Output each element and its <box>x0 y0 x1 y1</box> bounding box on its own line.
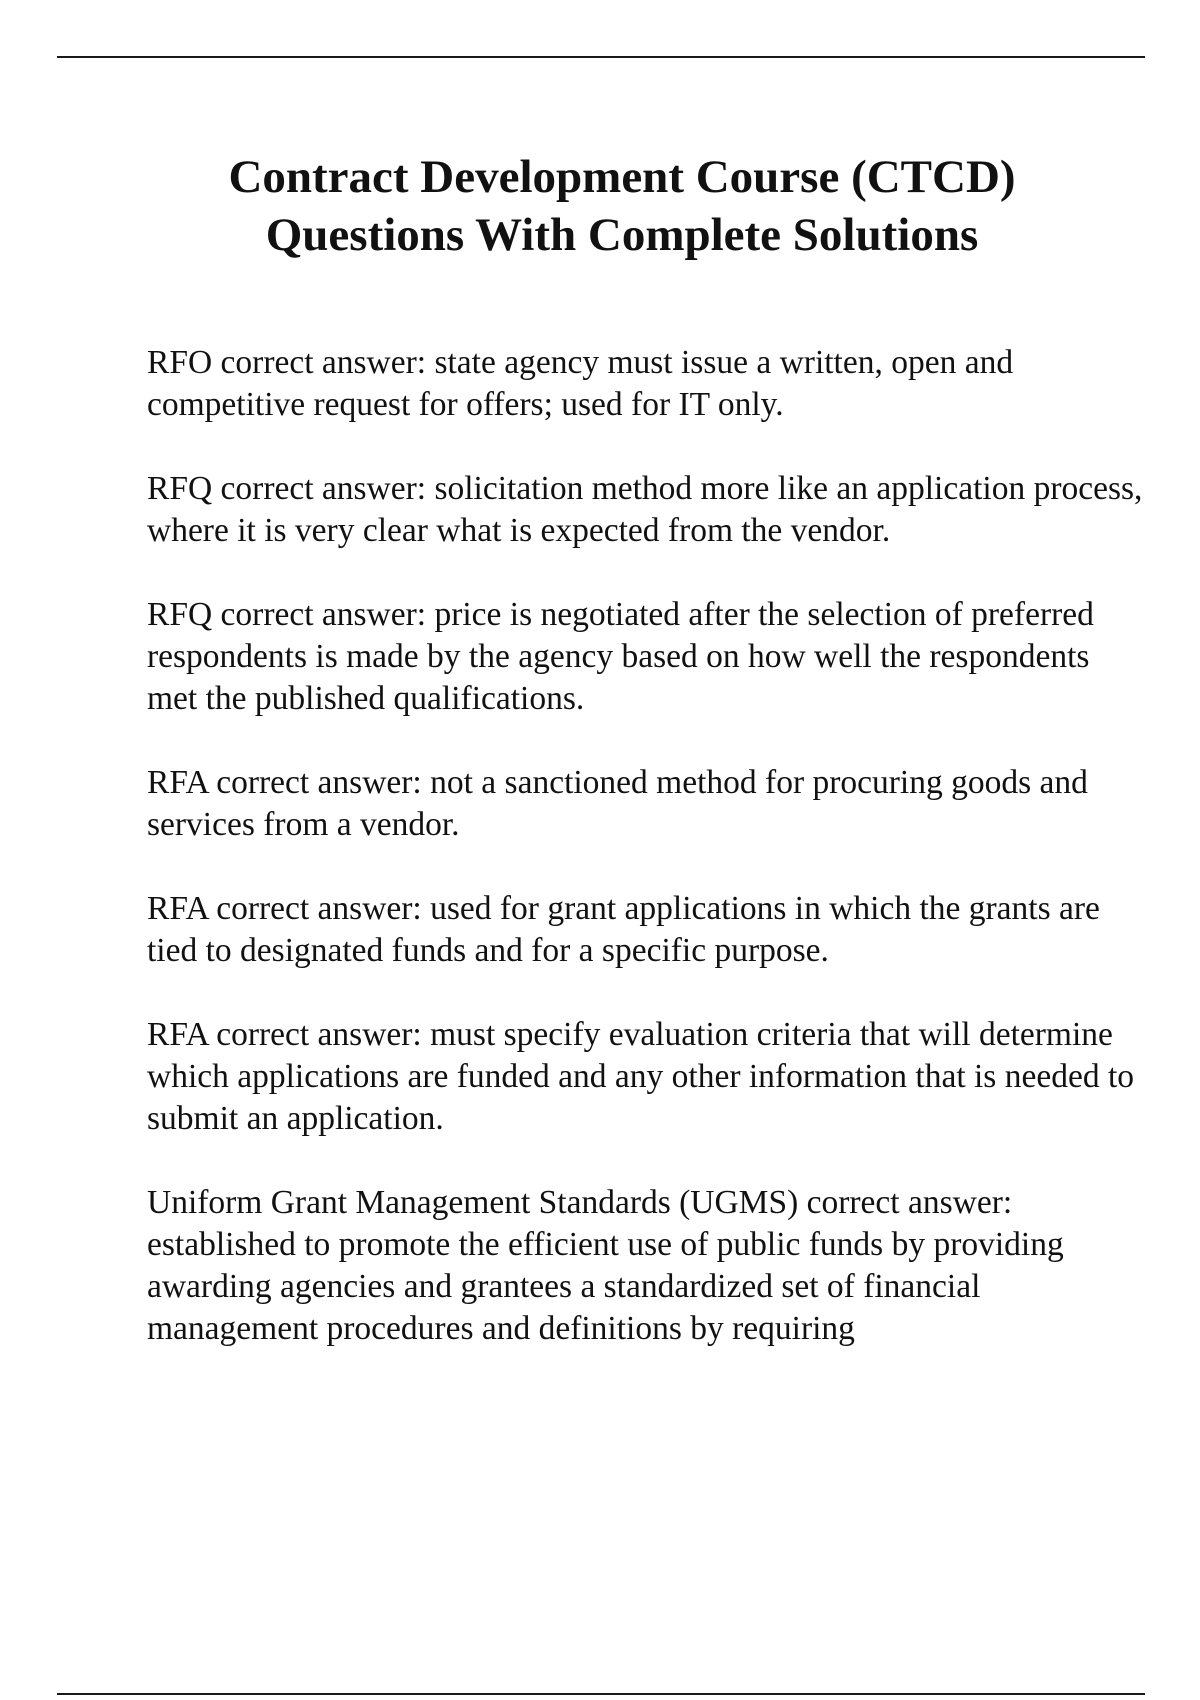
title-line-2: Questions With Complete Solutions <box>265 209 979 261</box>
qa-item-rfq-1: RFQ correct answer: solicitation method more like an application process, where it is very clear what is expected from the vendor. <box>147 470 1143 549</box>
qa-item-rfq-2: RFQ correct answer: price is negotiated after the selection of preferred respondents is made by the agency based on how well the respondents met the published qualifications. <box>147 596 1094 717</box>
qa-item-rfa-2: RFA correct answer: used for grant applications in which the grants are tied to designated funds and for a specific purpose. <box>147 890 1100 969</box>
qa-item-ugms: Uniform Grant Management Standards (UGMS) correct answer: established to promote the efficient use of public funds by providing awarding agencies and grantees a standardized set of financial management procedures and definitions by requiring <box>147 1184 1064 1347</box>
qa-item-rfa-3: RFA correct answer: must specify evaluation criteria that will determine which applications are funded and any other information that is needed to submit an application. <box>147 1016 1135 1137</box>
header-rule <box>57 56 1145 58</box>
qa-item-rfo: RFO correct answer: state agency must issue a written, open and competitive request for offers; used for IT only. <box>147 344 1014 423</box>
qa-item-rfa-1: RFA correct answer: not a sanctioned method for procuring goods and services from a vendor. <box>147 764 1088 843</box>
title-line-1: Contract Development Course (CTCD) <box>228 151 1016 203</box>
document-title <box>57 148 1187 264</box>
footer-rule <box>57 1693 1145 1695</box>
qa-list <box>147 342 1147 1392</box>
